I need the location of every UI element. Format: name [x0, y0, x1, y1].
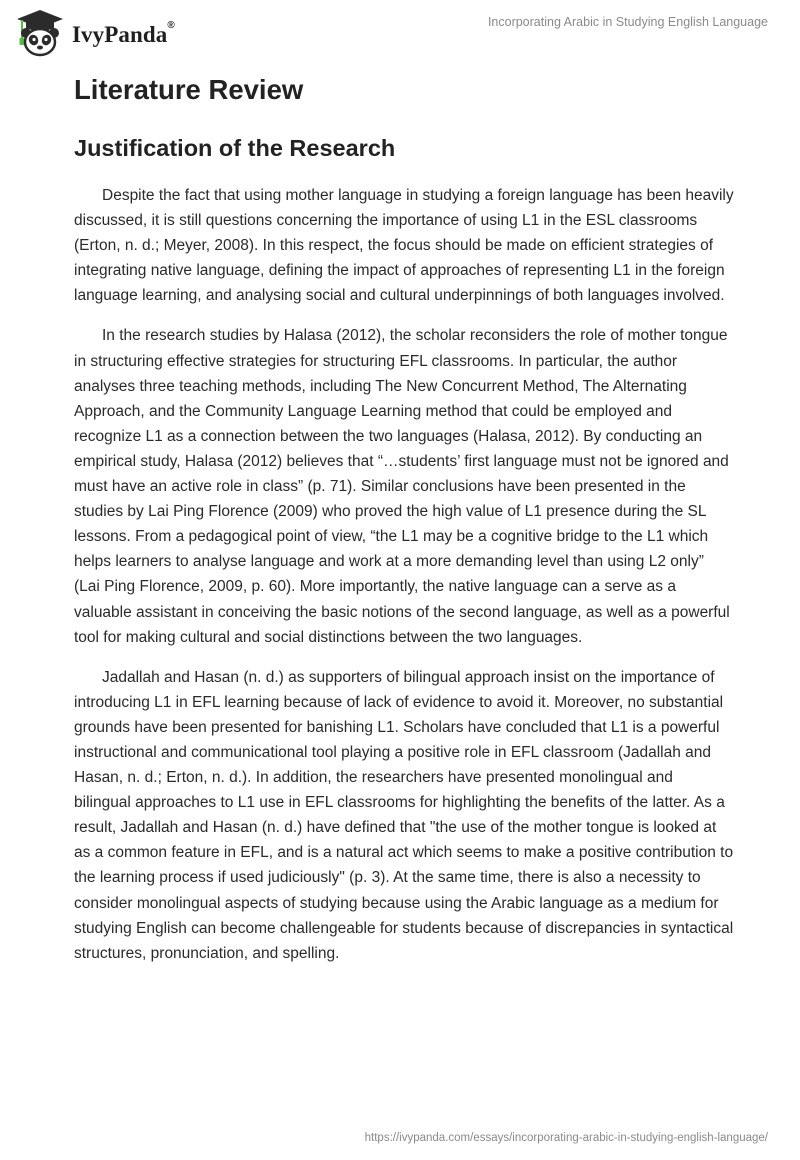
section-heading: Justification of the Research — [74, 135, 396, 161]
paragraph: Jadallah and Hasan (n. d.) as supporters of bilingual approach insist on the importance of introducing L1 in EFL learning because of lack of evidence to avoid it. Moreover, no substantial grounds have been presented for banishing L1. Scholars have concluded that L1 is a powerful instructional and communicational tool playing a positive role in EFL classroom (Jadallah and Hasan, n. d.; Erton, n. d.). In addition, the researchers have presented monolingual and bilingual approaches to L1 use in EFL classrooms for highlighting the benefits of the latter. As a result, Jadallah and Hasan (n. d.) have defined that "the use of the mother tongue is looked at as a common feature in EFL, and is a natural act which seems to make a positive contribution to the learning process if used judiciously" (p. 3). At the same time, there is also a necessity to consider monolingual aspects of studying because using the Arabic language as a medium for studying English can become challengeable for students because of discrepancies in syntactical structures, pronunciation, and spelling. — [74, 668, 734, 962]
paragraph: Despite the fact that using mother language in studying a foreign language has been heavily discussed, it is still questions concerning the importance of using L1 in the ESL classrooms (Erton, n. d.; Meyer, 2008). In this respect, the focus should be made on efficient strategies of integrating native language, defining the impact of approaches of representing L1 in the foreign language learning, and analysing social and cultural underpinnings of both languages involved. — [74, 187, 734, 305]
registered-mark: ® — [167, 20, 175, 31]
article-body — [74, 70, 734, 966]
source-url[interactable]: https://ivypanda.com/essays/incorporating-arabic-in-studying-english-language/ — [364, 1132, 768, 1144]
paragraph: In the research studies by Halasa (2012), the scholar reconsiders the role of mother tongue in structuring effective strategies for structuring EFL classrooms. In particular, the author analyses three teaching methods, including The New Concurrent Method, The Alternating Approach, and the Community Language Learning method that could be employed and recognize L1 as a connection between the two languages (Halasa, 2012). By conducting an empirical study, Halasa (2012) believes that “…students’ first language must not be ignored and must have an active role in class” (p. 71). Similar conclusions have been presented in the studies by Lai Ping Florence (2009) who proved the high value of L1 presence during the SL lessons. From a pedagogical point of view, “the L1 may be a cognitive bridge to the L1 which helps learners to analyse language and work at a more demanding level than using L2 only” (Lai Ping Florence, 2009, p. 60). More importantly, the native language can a serve as a valuable assistant in conceiving the basic notions of the second language, as well as a powerful tool for making cultural and social distinctions between the two languages. — [74, 327, 730, 646]
brand-name: IvyPanda® — [72, 20, 175, 47]
page-heading: Literature Review — [74, 74, 304, 105]
panda-graduation-cap-icon — [14, 8, 66, 58]
page-header — [0, 0, 800, 60]
document-title: Incorporating Arabic in Studying English Language — [487, 15, 768, 29]
brand-logo[interactable] — [14, 8, 175, 58]
